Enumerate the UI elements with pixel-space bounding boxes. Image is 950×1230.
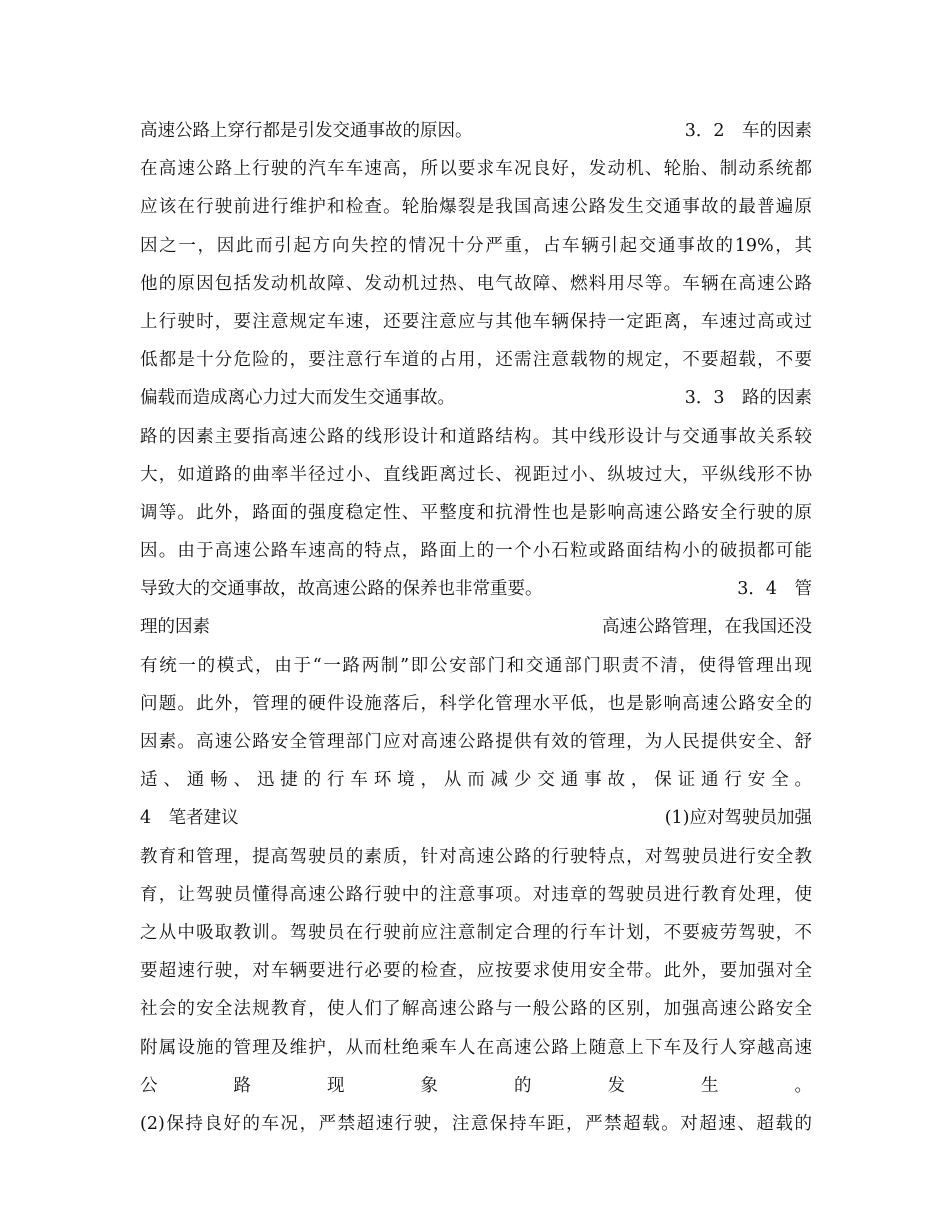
text-line-left: 偏载而造成离心力过大而发生交通事故。 <box>140 388 455 409</box>
text-line: 因素。高速公路安全管理部门应对高速公路提供有效的管理，为人民提供安全、舒 <box>140 732 812 752</box>
text-line-right: (1)应对驾驶员加强 <box>664 808 812 829</box>
text-char: 。 <box>794 1075 812 1096</box>
text-line: 教育和管理，提高驾驶员的素质，针对高速公路的行驶特点，对驾驶员进行安全教 <box>140 846 812 867</box>
text-char: 的 <box>514 1075 532 1096</box>
text-line: 育，让驾驶员懂得高速公路行驶中的注意事项。对违章的驾驶员进行教育处理，使 <box>140 884 812 905</box>
text-line: 因之一，因此而引起方向失控的情况十分严重，占车辆引起交通事故的19%，其 <box>140 235 812 256</box>
text-char: 发 <box>607 1075 625 1096</box>
text-line: (2)保持良好的车况，严禁超速行驶，注意保持车距，严禁超载。对超速、超载的 <box>140 1113 812 1134</box>
text-line: 附属设施的管理及维护，从而杜绝乘车人在高速公路上随意上下车及行人穿越高速 <box>140 1037 812 1058</box>
text-line-right: 3．2 车的因素 <box>684 121 812 141</box>
text-line <box>140 379 812 417</box>
text-line-left: 理的因素 <box>140 617 210 638</box>
text-line <box>140 570 812 608</box>
text-line-left: 4 笔者建议 <box>140 808 239 829</box>
text-line: 因。由于高速公路车速高的特点，路面上的一个小石粒或路面结构小的破损都可能 <box>140 541 812 562</box>
text-line <box>140 112 812 150</box>
text-line-left: 导致大的交通事故，故高速公路的保养也非常重要。 <box>140 579 543 600</box>
text-char: 公 <box>140 1075 158 1096</box>
text-line: 应该在行驶前进行维护和检查。轮胎爆裂是我国高速公路发生交通事故的最普遍原 <box>140 197 812 218</box>
text-char: 路 <box>233 1075 251 1096</box>
text-line: 有统一的模式，由于“一路两制”即公安部门和交通部门职责不清，使得管理出现 <box>140 655 812 676</box>
text-line: 低都是十分危险的，要注意行车道的占用，还需注意载物的规定，不要超载，不要 <box>140 350 812 371</box>
text-char: 现 <box>327 1075 345 1096</box>
text-line: 适、通畅、迅捷的行车环境，从而减少交通事故，保证通行安全。 <box>140 770 812 791</box>
text-line: 调等。此外，路面的强度稳定性、平整度和抗滑性也是影响高速公路安全行驶的原 <box>140 502 812 523</box>
text-line-right: 3．3 路的因素 <box>684 388 812 409</box>
text-line: 要超速行驶，对车辆要进行必要的检查，应按要求使用安全带。此外，要加强对全 <box>140 961 812 982</box>
text-line <box>140 799 812 837</box>
text-line-right: 高速公路管理，在我国还没 <box>602 617 812 638</box>
text-char: 象 <box>420 1075 438 1096</box>
text-line-spaced <box>140 1067 812 1105</box>
text-line: 在高速公路上行驶的汽车车速高，所以要求车况良好，发动机、轮胎、制动系统都 <box>140 159 812 180</box>
text-line: 之从中吸取教训。驾驶员在行驶前应注意制定合理的行车计划，不要疲劳驾驶，不 <box>140 922 812 943</box>
text-line: 问题。此外，管理的硬件设施落后，科学化管理水平低，也是影响高速公路安全的 <box>140 693 812 714</box>
text-line: 路的因素主要指高速公路的线形设计和道路结构。其中线形设计与交通事故关系较 <box>140 426 812 447</box>
text-line: 大，如道路的曲率半径过小、直线距离过长、视距过小、纵坡过大，平纵线形不协 <box>140 464 812 485</box>
text-char: 生 <box>701 1075 719 1096</box>
text-line: 上行驶时，要注意规定车速，还要注意应与其他车辆保持一定距离，车速过高或过 <box>140 311 812 332</box>
text-line-right: 3．4 管 <box>737 579 812 600</box>
body-text <box>140 112 812 1143</box>
text-line: 他的原因包括发动机故障、发动机过热、电气故障、燃料用尽等。车辆在高速公路 <box>140 273 812 294</box>
text-line <box>140 608 812 646</box>
text-line: 社会的安全法规教育，使人们了解高速公路与一般公路的区别，加强高速公路安全 <box>140 999 812 1020</box>
text-line-left: 高速公路上穿行都是引发交通事故的原因。 <box>140 121 473 141</box>
